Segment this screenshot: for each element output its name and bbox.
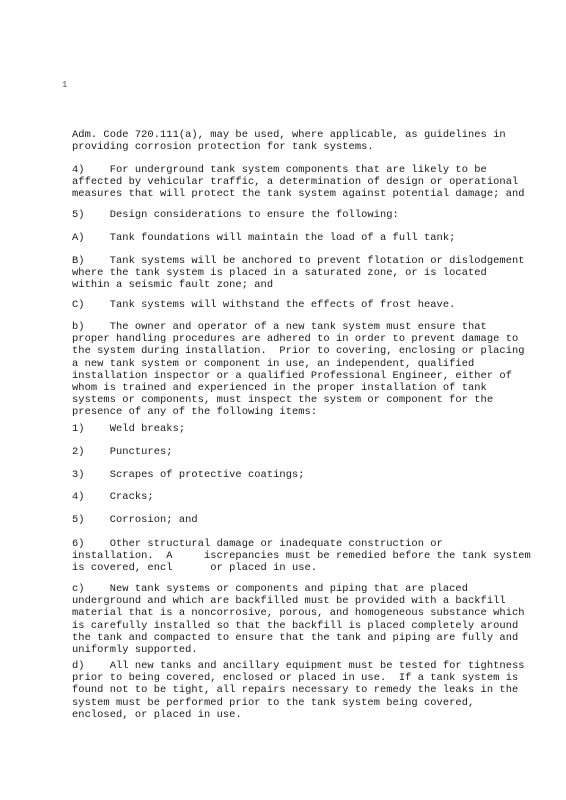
paragraph-item-b-anchoring: B) Tank systems will be anchored to prevent flotation or dislodgement where the tank system is placed in a saturated zone, or is located within a seismic fault zone; and	[72, 255, 525, 292]
paragraph-d-tightness-testing: d) All new tanks and ancillary equipment must be tested for tightness prior to being covered, enclosed or placed in use. If a tank system is found not to be tight, all repairs necessary to remedy the leaks in the system must be performed prior to the tank system being covered, enclosed, or placed in use.	[72, 660, 525, 721]
list-item-weld-breaks: 1) Weld breaks;	[72, 423, 186, 435]
paragraph-corrosion-guidelines: Adm. Code 720.111(a), may be used, where applicable, as guidelines in providing corrosion protection for tank systems.	[72, 129, 506, 154]
page-mark: 1	[62, 80, 68, 90]
paragraph-item-5-design: 5) Design considerations to ensure the following:	[72, 209, 399, 221]
list-item-punctures: 2) Punctures;	[72, 446, 173, 458]
list-item-scrapes: 3) Scrapes of protective coatings;	[72, 469, 305, 481]
paragraph-c-backfill: c) New tank systems or components and piping that are placed underground and which are backfilled must be provided with a backfill material that is a noncorrosive, porous, and homogeneous substance which is carefully installed so that the backfill is placed completely around the tank and compacted to ensure that the tank and piping are fully and uniformly supported.	[72, 583, 525, 657]
paragraph-item-6-other-damage: 6) Other structural damage or inadequate construction or installation. A iscrepancies must be remedied before the tank system is covered, encl or placed in use.	[72, 538, 531, 575]
paragraph-item-c-frost-heave: C) Tank systems will withstand the effects of frost heave.	[72, 299, 456, 311]
paragraph-b-inspection: b) The owner and operator of a new tank system must ensure that proper handling procedures are adhered to in order to prevent damage to the system during installation. Prior to covering, enclosing or placing a new tank system or component in use, an independent, qualified installation inspector or a qualified Professional Engineer, either of whom is trained and experienced in the proper installation of tank systems or components, must inspect the system or component for the presence of any of the following items:	[72, 321, 525, 419]
list-item-cracks: 4) Cracks;	[72, 491, 154, 503]
list-item-corrosion: 5) Corrosion; and	[72, 514, 198, 526]
paragraph-item-a-foundations: A) Tank foundations will maintain the load of a full tank;	[72, 232, 456, 244]
paragraph-item-4-vehicular-traffic: 4) For underground tank system components that are likely to be affected by vehicular traffic, a determination of design or operational measures that will protect the tank system against potential damage; and	[72, 164, 525, 201]
